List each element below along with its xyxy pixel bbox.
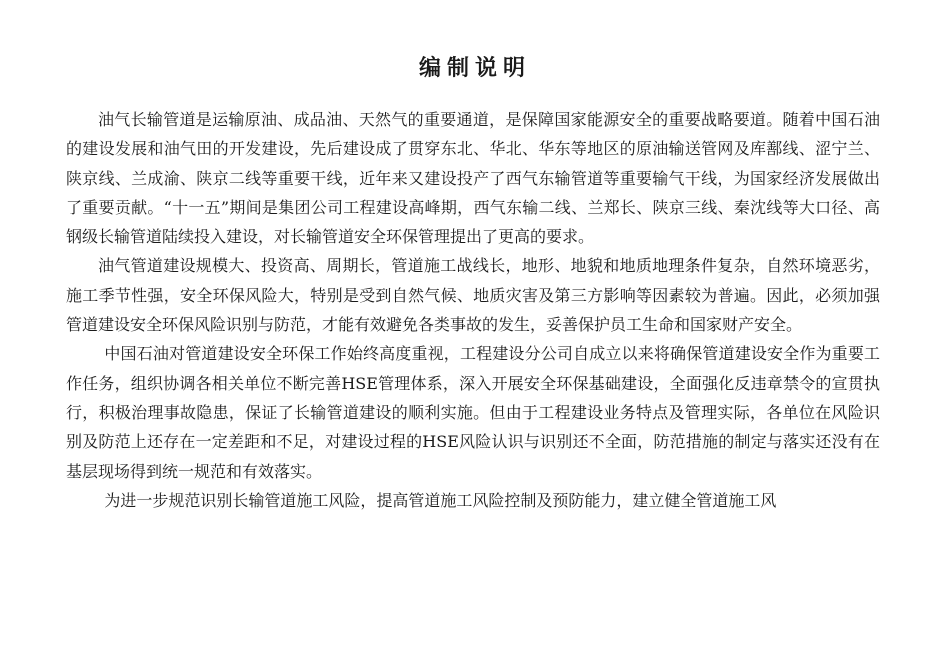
paragraph-2: 油气管道建设规模大、投资高、周期长，管道施工战线长，地形、地貌和地质地理条件复杂，自然环境恶劣，施工季节性强，安全环保风险大，特别是受到自然气候、地质灾害及第三方影响等因素较为普遍。因此，必须加强管道建设安全环保风险识别与防范，才能有效避免各类事故的发生，妥善保护员工生命和国家财产安全。	[66, 256, 880, 335]
paragraph-1: 油气长输管道是运输原油、成品油、天然气的重要通道，是保障国家能源安全的重要战略要道。随着中国石油的建设发展和油气田的开发建设，先后建设成了贯穿东北、华北、华东等地区的原油输送管网及库鄯线、涩宁兰、陕京线、兰成渝、陕京二线等重要干线，近年来又建设投产了西气东输管道等重要输气干线，为国家经济发展做出了重要贡献。“十一五”期间是集团公司工程建设高峰期，西气东输二线、兰郑长、陕京三线、秦沈线等大口径、高钢级长输管道陆续投入建设，对长输管道安全环保管理提出了更高的要求。	[66, 110, 880, 247]
document-body	[66, 105, 880, 515]
document-title: 编制说明	[418, 56, 531, 81]
paragraph-4: 为进一步规范识别长输管道施工风险，提高管道施工风险控制及预防能力，建立健全管道施工风	[104, 490, 777, 510]
paragraph-3: 中国石油对管道建设安全环保工作始终高度重视，工程建设分公司自成立以来将确保管道建设安全作为重要工作任务，组织协调各相关单位不断完善HSE管理体系，深入开展安全环保基础建设，全面强化反违章禁令的宣贯执行，积极治理事故隐患，保证了长输管道建设的顺利实施。但由于工程建设业务特点及管理实际，各单位在风险识别及防范上还存在一定差距和不足，对建设过程的HSE风险认识与识别还不全面，防范措施的制定与落实还没有在基层现场得到统一规范和有效落实。	[66, 344, 880, 481]
